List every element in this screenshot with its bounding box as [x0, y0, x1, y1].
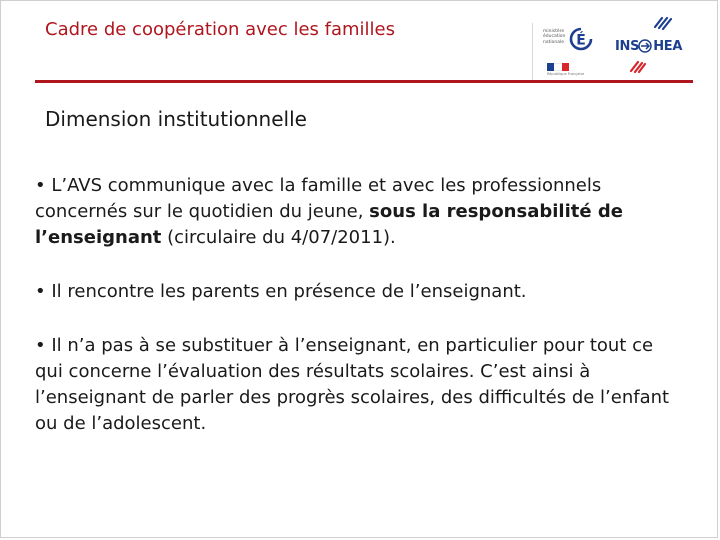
ministry-logo-text: ministère éducation nationale	[543, 29, 566, 45]
ministry-logo	[543, 23, 601, 77]
french-flag-icon	[547, 63, 569, 71]
section-title: Dimension institutionnelle	[45, 107, 307, 131]
paragraph-no-substitution: • Il n’a pas à se substituer à l’enseignant, en particulier pour tout ce qui concerne l’évaluation des résultats scolaires. C’est ainsi à l’enseignant de parler des progrès scolaires, des difficultés de l’enfant ou de l’adolescent.	[35, 335, 670, 434]
ministry-glyph: É	[576, 32, 586, 49]
paragraph-meets-parents: • Il rencontre les parents en présence de l’enseignant.	[35, 281, 527, 302]
header-rule	[35, 80, 693, 83]
body-text	[35, 173, 685, 437]
inshea-text: INS HEA	[615, 39, 683, 54]
ministry-emblem-icon	[569, 25, 593, 53]
logo-divider	[532, 23, 533, 81]
republique-text: République Française	[547, 72, 585, 76]
header-title: Cadre de coopération avec les familles	[45, 19, 396, 40]
inshea-logo	[607, 15, 693, 75]
paragraph-avs-communication: • L’AVS communique avec la famille et avec les professionnels concernés sur le quotidien du jeune, sous la responsabilité de l’enseignant (circulaire du 4/07/2011).	[35, 175, 623, 248]
